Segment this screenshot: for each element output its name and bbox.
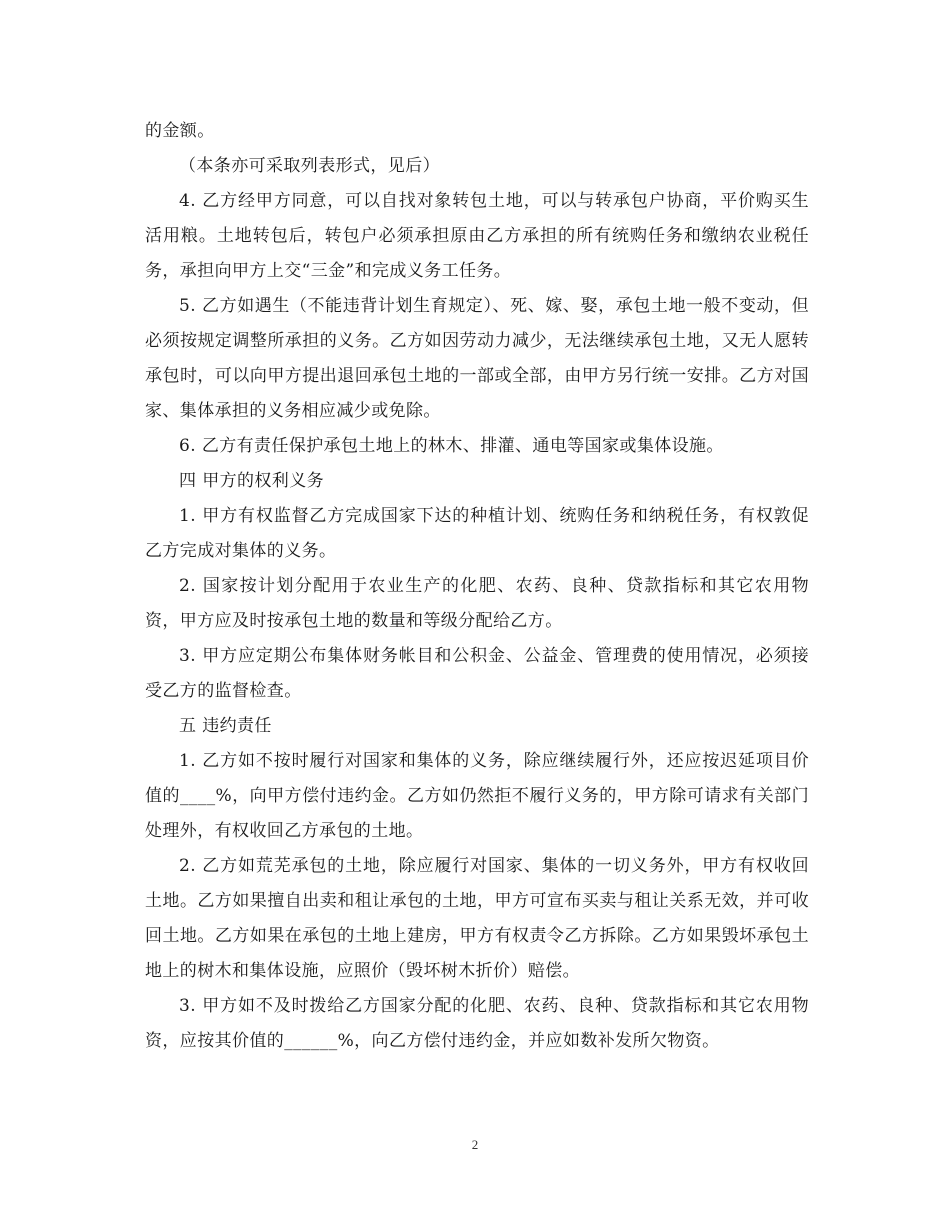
paragraph: 的金额。: [145, 121, 215, 141]
paragraph: 2. 国家按计划分配用于农业生产的化肥、农药、良种、贷款指标和其它农用物资，甲方应及时按承包土地的数量和等级分配给乙方。: [145, 576, 809, 631]
paragraph: 4. 乙方经甲方同意，可以自找对象转包土地，可以与转承包户协商，平价购买生活用粮。土地转包后，转包户必须承担原由乙方承担的所有统购任务和缴纳农业税任务，承担向甲方上交“三金”和完成义务工任务。: [145, 191, 809, 281]
paragraph: 2. 乙方如荒芜承包的土地，除应履行对国家、集体的一切义务外，甲方有权收回土地。乙方如果擅自出卖和租让承包的土地，甲方可宣布买卖与租让关系无效，并可收回土地。乙方如果在承包的土地上建房，甲方有权责令乙方拆除。乙方如果毁坏承包土地上的树木和集体设施，应照价（毁坏树木折价）赔偿。: [145, 856, 809, 981]
paragraph: 5. 乙方如遇生（不能违背计划生育规定）、死、嫁、娶，承包土地一般不变动，但必须按规定调整所承担的义务。乙方如因劳动力减少，无法继续承包土地，又无人愿转承包时，可以向甲方提出退回承包土地的一部或全部，由甲方另行统一安排。乙方对国家、集体承担的义务相应减少或免除。: [145, 296, 809, 421]
page-number: 2: [471, 1137, 479, 1152]
paragraph: 1. 甲方有权监督乙方完成国家下达的种植计划、统购任务和纳税任务，有权敦促乙方完成对集体的义务。: [145, 506, 809, 561]
paragraph: 3. 甲方应定期公布集体财务帐目和公积金、公益金、管理费的使用情况，必须接受乙方的监督检查。: [145, 646, 809, 701]
document-body: [145, 114, 809, 1059]
section-heading: 四 甲方的权利义务: [179, 471, 325, 491]
paragraph: （本条亦可采取列表形式，见后）: [179, 156, 440, 176]
paragraph: 1. 乙方如不按时履行对国家和集体的义务，除应继续履行外，还应按迟延项目价值的____%，向甲方偿付违约金。乙方如仍然拒不履行义务的，甲方除可请求有关部门处理外，有权收回乙方承包的土地。: [145, 751, 809, 841]
section-heading: 五 违约责任: [179, 716, 272, 736]
paragraph: 3. 甲方如不及时拨给乙方国家分配的化肥、农药、良种、贷款指标和其它农用物资，应按其价值的______%，向乙方偿付违约金，并应如数补发所欠物资。: [145, 996, 809, 1051]
paragraph: 6. 乙方有责任保护承包土地上的林木、排灌、通电等国家或集体设施。: [179, 436, 724, 456]
